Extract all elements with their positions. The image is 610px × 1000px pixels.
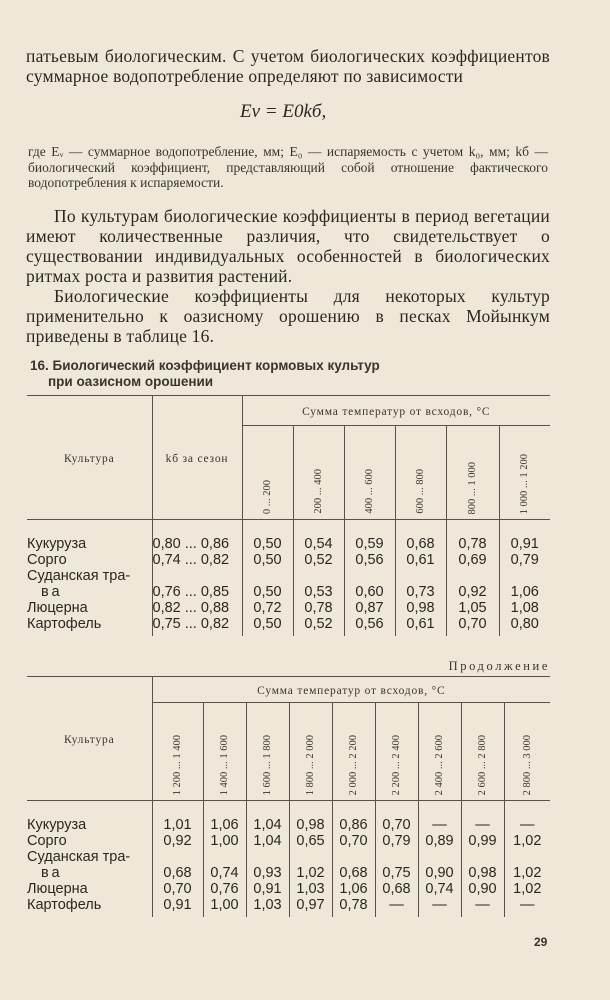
table1-range-header xyxy=(344,426,395,520)
culture-name: Люцерна xyxy=(27,600,88,616)
spacer-cell xyxy=(446,632,499,636)
table2-range-header xyxy=(461,703,504,801)
table1-culture-cell xyxy=(27,616,152,632)
table2-range-label: 1 200 ... 1 400 xyxy=(172,734,183,795)
table1-range-header xyxy=(242,426,293,520)
spacer-cell xyxy=(289,913,332,917)
table2-range-label: 2 400 ... 2 600 xyxy=(434,734,445,795)
coefficient-value: 1,00 xyxy=(203,833,246,849)
coefficient-value: 0,70 xyxy=(152,881,203,897)
table2-culture-cell xyxy=(27,897,152,913)
spacer-cell xyxy=(203,913,246,917)
page-number: 29 xyxy=(534,935,548,949)
coefficient-value: 1,00 xyxy=(203,897,246,913)
coefficient-value: 0,86 xyxy=(332,801,375,834)
culture-name-continued: ва xyxy=(41,865,63,881)
spacer-cell xyxy=(152,632,242,636)
coefficient-value: 1,04 xyxy=(246,801,289,834)
table2-range-header xyxy=(332,703,375,801)
coefficient-value: 0,52 xyxy=(293,616,344,632)
culture-name: Суданская тра- xyxy=(27,568,131,584)
table2-range-label: 2 600 ... 2 800 xyxy=(477,734,488,795)
coefficient-value: 0,91 xyxy=(246,881,289,897)
coefficient-value: 1,02 xyxy=(289,849,332,881)
table1-range-header xyxy=(395,426,446,520)
coefficient-value: 1,02 xyxy=(504,881,550,897)
coefficient-value: 0,50 xyxy=(242,616,293,632)
table1-range-header xyxy=(293,426,344,520)
spacer-cell xyxy=(242,632,293,636)
coefficient-value: 1,06 xyxy=(203,801,246,834)
table2-culture-cell xyxy=(27,833,152,849)
table2-range-label: 2 000 ... 2 200 xyxy=(348,734,359,795)
coefficient-value: 0,60 xyxy=(344,568,395,600)
table-row xyxy=(27,897,550,913)
table2-culture-header-text: Культура xyxy=(64,733,115,746)
table1-culture-header-text: Культура xyxy=(64,452,115,465)
formula: Ev = E0kб, xyxy=(240,101,327,122)
table-spacer-row xyxy=(27,632,550,636)
paragraph-coefficients: По культурам биологические коэффициенты в период вегетации имеют количественные различия, что свидетельствует о существовании индивидуальных особенностей в биологических ритмах роста и развития растений. xyxy=(26,206,550,286)
spacer-cell xyxy=(246,913,289,917)
spacer-cell xyxy=(332,913,375,917)
spacer-cell xyxy=(344,632,395,636)
table1-sum-header-text: Сумма температур от всходов, °С xyxy=(302,405,491,418)
coefficient-value: 0,78 xyxy=(293,600,344,616)
coefficient-value: 0,93 xyxy=(246,849,289,881)
table1-range-label: 0 ... 200 xyxy=(262,479,273,514)
spacer-cell xyxy=(152,913,203,917)
coefficient-value: 1,03 xyxy=(289,881,332,897)
coefficient-value: 0,68 xyxy=(375,881,418,897)
coefficient-value: 0,76 xyxy=(203,881,246,897)
coefficient-value: 0,97 xyxy=(289,897,332,913)
table1-range-header xyxy=(446,426,499,520)
table2-range-label: 2 200 ... 2 400 xyxy=(391,734,402,795)
kb-season-value: 0,76 ... 0,85 xyxy=(152,568,242,600)
coefficient-value: 0,92 xyxy=(152,833,203,849)
coefficient-value: 0,70 xyxy=(375,801,418,834)
table2-culture-cell xyxy=(27,801,152,834)
coefficient-value: 0,65 xyxy=(289,833,332,849)
table2-culture-cell xyxy=(27,849,152,881)
table-row xyxy=(27,520,550,553)
coefficient-value: 0,80 xyxy=(499,616,550,632)
table1-kb-header xyxy=(152,396,242,520)
spacer-cell xyxy=(27,913,152,917)
coefficient-value: — xyxy=(504,897,550,913)
coefficient-value: 1,03 xyxy=(246,897,289,913)
coefficient-value: — xyxy=(504,801,550,834)
coefficient-value: 1,05 xyxy=(446,600,499,616)
coefficient-value: 0,98 xyxy=(289,801,332,834)
coefficient-value: 0,98 xyxy=(461,849,504,881)
spacer-cell xyxy=(499,632,550,636)
table1-sum-header xyxy=(242,396,550,426)
table2-range-header xyxy=(418,703,461,801)
paragraph-table-ref: Биологические коэффициенты для некоторых культур применительно к оазисному орошению в песках Мойынкум приведены в таблице 16. xyxy=(26,286,550,346)
coefficient-value: 0,53 xyxy=(293,568,344,600)
table1-range-label: 600 ... 800 xyxy=(415,469,426,514)
coefficient-value: 0,92 xyxy=(446,568,499,600)
table-continuation-label: Продолжение xyxy=(448,659,550,673)
table2-range-label: 2 800 ... 3 000 xyxy=(521,734,533,795)
table2-range-header xyxy=(152,703,203,801)
coefficient-value: 0,61 xyxy=(395,616,446,632)
table2-range-header xyxy=(504,703,550,801)
table-row xyxy=(27,881,550,897)
table-caption-line2: при оазисном орошении xyxy=(48,374,214,389)
kb-season-value: 0,74 ... 0,82 xyxy=(152,552,242,568)
spacer-cell xyxy=(461,913,504,917)
table1-range-label: 400 ... 600 xyxy=(364,469,375,514)
table-spacer-row xyxy=(27,913,550,917)
kb-season-value: 0,80 ... 0,86 xyxy=(152,520,242,553)
culture-name: Картофель xyxy=(27,616,102,632)
paragraph-intro: патьевым биологическим. С учетом биологических коэффициентов суммарное водопотребление определяют по зависимости xyxy=(26,46,550,86)
coefficient-value: 0,79 xyxy=(375,833,418,849)
formula-note: где Eᵥ — суммарное водопотребление, мм; E₀ — испаряемость с учетом k₀, мм; kб — биологический коэффициент, представляющий собой отношение фактического водопотребления к испаряемости. xyxy=(28,144,548,191)
coefficient-value: 0,59 xyxy=(344,520,395,553)
table1-range-label: 1 000 ... 1 200 xyxy=(519,453,531,514)
coefficient-value: 0,61 xyxy=(395,552,446,568)
coefficient-value: — xyxy=(461,897,504,913)
coefficient-value: 0,74 xyxy=(203,849,246,881)
spacer-cell xyxy=(27,632,152,636)
culture-name-continued: ва xyxy=(41,584,63,600)
coefficient-value: 0,50 xyxy=(242,568,293,600)
coefficient-value: 0,50 xyxy=(242,520,293,553)
table2-range-label: 1 600 ... 1 800 xyxy=(262,734,273,795)
table1-range-header xyxy=(499,426,550,520)
spacer-cell xyxy=(504,913,550,917)
coefficient-value: — xyxy=(418,801,461,834)
table2-range-header xyxy=(289,703,332,801)
table1-culture-header xyxy=(27,396,152,520)
spacer-cell xyxy=(293,632,344,636)
coefficient-value: — xyxy=(375,897,418,913)
coefficient-value: 0,89 xyxy=(418,833,461,849)
table2-range-label: 1 400 ... 1 600 xyxy=(219,734,230,795)
table-caption xyxy=(30,358,430,390)
coefficient-value: 0,68 xyxy=(395,520,446,553)
coefficient-value: 0,56 xyxy=(344,552,395,568)
culture-name: Суданская тра- xyxy=(27,849,131,865)
table-row xyxy=(27,600,550,616)
table2-range-header xyxy=(246,703,289,801)
table2-range-header xyxy=(203,703,246,801)
coefficient-value: 0,91 xyxy=(499,520,550,553)
coefficient-value: 0,68 xyxy=(332,849,375,881)
table-2 xyxy=(27,676,550,917)
coefficient-value: — xyxy=(461,801,504,834)
coefficient-value: 0,54 xyxy=(293,520,344,553)
coefficient-value: 1,02 xyxy=(504,849,550,881)
coefficient-value: 0,70 xyxy=(446,616,499,632)
spacer-cell xyxy=(375,913,418,917)
table-row xyxy=(27,552,550,568)
kb-season-value: 0,82 ... 0,88 xyxy=(152,600,242,616)
coefficient-value: 0,73 xyxy=(395,568,446,600)
table-row xyxy=(27,568,550,600)
table-row xyxy=(27,616,550,632)
table1-range-label: 200 ... 400 xyxy=(313,469,324,514)
table1-culture-cell xyxy=(27,552,152,568)
table2-sum-header xyxy=(152,677,550,703)
coefficient-value: 0,74 xyxy=(418,881,461,897)
coefficient-value: 0,72 xyxy=(242,600,293,616)
spacer-cell xyxy=(395,632,446,636)
coefficient-value: 0,75 xyxy=(375,849,418,881)
table1-culture-cell xyxy=(27,568,152,600)
table2-sum-header-text: Сумма температур от всходов, °С xyxy=(257,684,446,697)
table-row xyxy=(27,849,550,881)
table2-culture-header xyxy=(27,677,152,801)
table2-culture-cell xyxy=(27,881,152,897)
coefficient-value: 1,02 xyxy=(504,833,550,849)
table-row xyxy=(27,833,550,849)
table2-range-label: 1 800 ... 2 000 xyxy=(305,734,316,795)
coefficient-value: — xyxy=(418,897,461,913)
coefficient-value: 0,99 xyxy=(461,833,504,849)
coefficient-value: 0,68 xyxy=(152,849,203,881)
coefficient-value: 0,52 xyxy=(293,552,344,568)
coefficient-value: 0,87 xyxy=(344,600,395,616)
culture-name: Сорго xyxy=(27,552,67,568)
coefficient-value: 0,90 xyxy=(418,849,461,881)
table-caption-line1: 16. Биологический коэффициент кормовых культур xyxy=(30,358,380,373)
coefficient-value: 0,90 xyxy=(461,881,504,897)
table-row xyxy=(27,801,550,834)
coefficient-value: 1,06 xyxy=(332,881,375,897)
coefficient-value: 1,04 xyxy=(246,833,289,849)
culture-name: Кукуруза xyxy=(27,536,87,552)
coefficient-value: 0,50 xyxy=(242,552,293,568)
table1-range-label: 800 ... 1 000 xyxy=(467,461,478,514)
table1-culture-cell xyxy=(27,600,152,616)
coefficient-value: 1,01 xyxy=(152,801,203,834)
table1-kb-header-text: kб за сезон xyxy=(165,452,229,465)
table2-range-header xyxy=(375,703,418,801)
table-1 xyxy=(27,395,550,636)
coefficient-value: 0,79 xyxy=(499,552,550,568)
spacer-cell xyxy=(418,913,461,917)
coefficient-value: 0,98 xyxy=(395,600,446,616)
culture-name: Люцерна xyxy=(27,881,88,897)
culture-name: Сорго xyxy=(27,833,67,849)
coefficient-value: 0,70 xyxy=(332,833,375,849)
coefficient-value: 0,56 xyxy=(344,616,395,632)
coefficient-value: 1,06 xyxy=(499,568,550,600)
coefficient-value: 0,91 xyxy=(152,897,203,913)
coefficient-value: 0,69 xyxy=(446,552,499,568)
kb-season-value: 0,75 ... 0,82 xyxy=(152,616,242,632)
coefficient-value: 1,08 xyxy=(499,600,550,616)
table1-culture-cell xyxy=(27,520,152,553)
coefficient-value: 0,78 xyxy=(446,520,499,553)
coefficient-value: 0,78 xyxy=(332,897,375,913)
culture-name: Картофель xyxy=(27,897,102,913)
culture-name: Кукуруза xyxy=(27,817,87,833)
